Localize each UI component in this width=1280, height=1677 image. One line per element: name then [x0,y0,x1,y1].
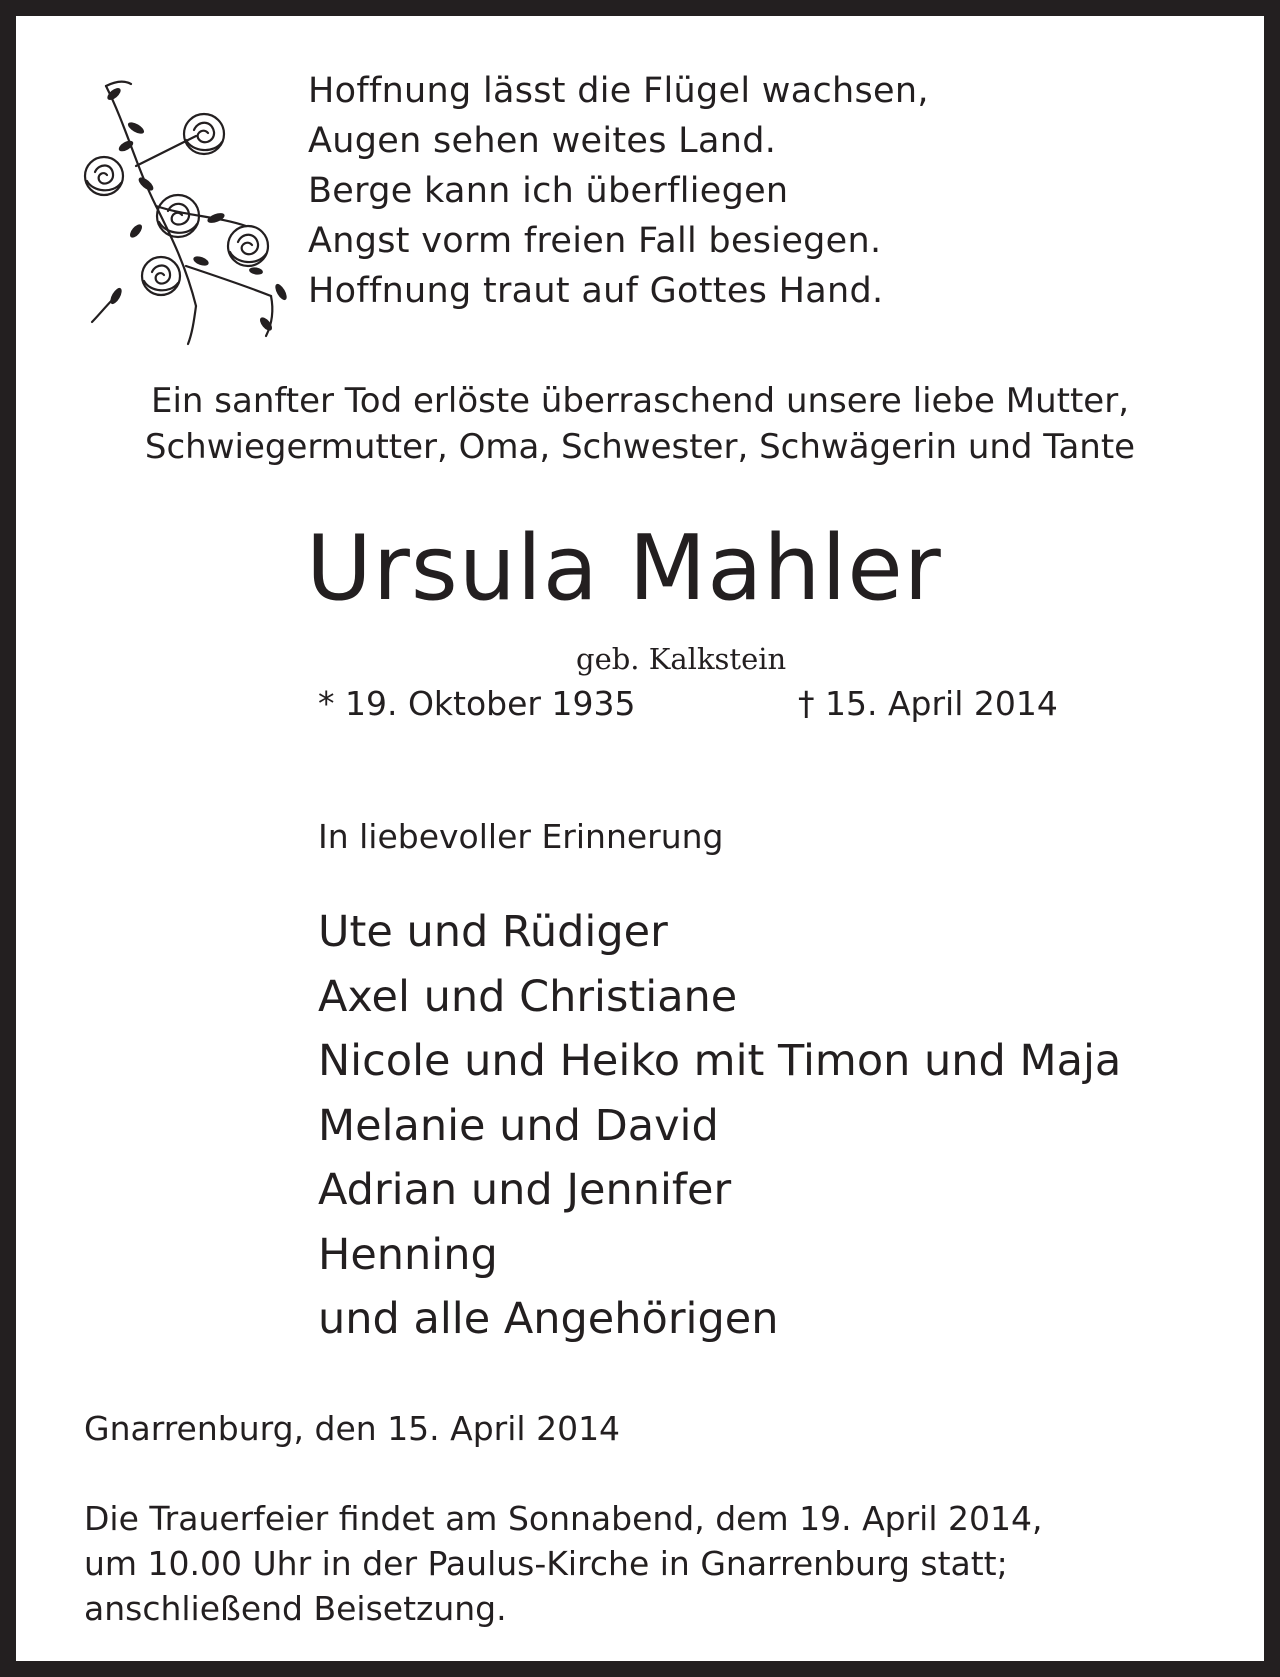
place-date: Gnarrenburg, den 15. April 2014 [84,1409,621,1448]
death-date: † 15. April 2014 [798,684,1058,723]
birth-name: geb. Kalkstein [576,642,787,676]
poem-line: Berge kann ich überfliegen [308,171,789,211]
list-item: Axel und Christiane [318,971,738,1022]
rose-branch-icon [76,66,306,346]
deceased-name: Ursula Mahler [306,516,942,621]
mourners-list [318,900,1121,1352]
intro-line: Ein sanfter Tod erlöste überraschend unsere liebe Mutter, [151,381,1129,421]
poem-line: Hoffnung lässt die Flügel wachsen, [308,71,929,111]
intro-line: Schwiegermutter, Oma, Schwester, Schwägerin und Tante [144,427,1136,467]
poem-line: Angst vorm freien Fall besiegen. [308,221,882,261]
memory-line: In liebevoller Erinnerung [318,817,724,856]
list-item: und alle Angehörigen [318,1294,779,1344]
poem-line: Augen sehen weites Land. [308,121,777,161]
list-item: Melanie und David [318,1100,719,1151]
poem-line: Hoffnung traut auf Gottes Hand. [308,271,884,311]
list-item: Ute und Rüdiger [318,907,668,957]
birth-date: * 19. Oktober 1935 [318,684,636,723]
funeral-line: Die Trauerfeier findet am Sonnabend, dem 19. April 2014, [84,1499,1043,1538]
funeral-info [84,1496,1042,1631]
list-item: Nicole und Heiko mit Timon und Maja [318,1036,1122,1086]
poem [308,66,1208,316]
funeral-line: um 10.00 Uhr in der Paulus-Kirche in Gnarrenburg statt; [84,1544,1008,1583]
list-item: Henning [318,1229,498,1280]
funeral-line: anschließend Beisetzung. [84,1589,507,1628]
intro-text [16,378,1264,470]
list-item: Adrian und Jennifer [318,1165,732,1215]
